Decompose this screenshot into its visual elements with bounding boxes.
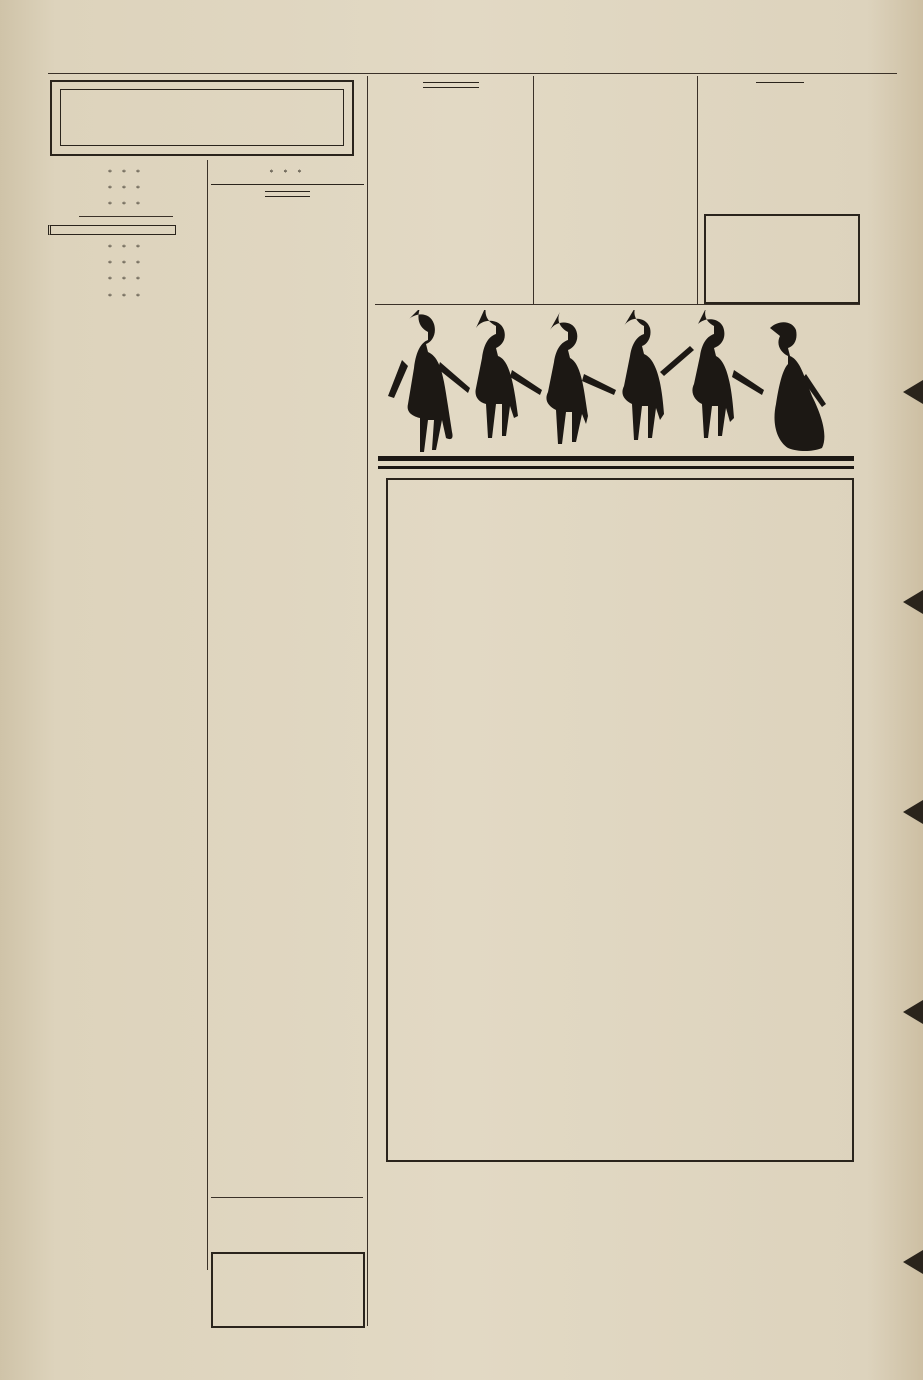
- binding-mark: [903, 800, 923, 824]
- divider-stars: * * *: [108, 291, 144, 301]
- dancer-arm: [510, 370, 542, 395]
- divider-stars: * * *: [108, 259, 144, 269]
- headline-rule: [423, 82, 480, 83]
- dancer-figure: [408, 310, 453, 452]
- headline-rule: [265, 196, 311, 197]
- alumni-notes-header: [48, 225, 176, 235]
- section-rule: [211, 184, 364, 185]
- headline-rule: [423, 87, 480, 88]
- column-1: [48, 162, 204, 1327]
- binding-mark: [903, 380, 923, 404]
- divider-stars: * * *: [108, 243, 144, 253]
- column-3: [372, 76, 530, 304]
- column-4: [537, 76, 694, 304]
- dance-lessons-ad: [704, 214, 860, 304]
- column-2: [211, 162, 364, 1272]
- dancer-arm: [388, 360, 408, 398]
- dancer-arm: [582, 374, 616, 395]
- divider-stars: * * *: [108, 200, 144, 210]
- masthead-rule: [48, 73, 897, 74]
- astronomer-continued: [211, 1200, 364, 1244]
- dancer-figure: [692, 310, 734, 438]
- dancing-figures-bottom: [378, 1160, 858, 1330]
- headline-rule: [265, 191, 311, 192]
- binding-mark: [903, 1250, 923, 1274]
- society-header-frame: [50, 80, 354, 156]
- dancer-arm: [732, 370, 764, 395]
- masthead: [60, 58, 895, 74]
- dancer-figure: [546, 312, 588, 444]
- dancer-arm: [660, 346, 694, 376]
- column-rule: [697, 76, 698, 304]
- section-rule: [756, 82, 803, 83]
- divider-stars: * * *: [108, 275, 144, 285]
- column-5: [701, 76, 859, 208]
- dancer-figure: [770, 322, 824, 451]
- column-rule: [367, 76, 368, 1326]
- fashion-ad-frame: [386, 478, 854, 1162]
- column-rule: [533, 76, 534, 304]
- section-rule: [79, 216, 173, 217]
- divider-stars: * * *: [108, 168, 144, 177]
- dancing-figures-top: [378, 310, 858, 480]
- divider-stars: * * *: [269, 168, 306, 177]
- binding-mark: [903, 590, 923, 614]
- society-header-inner: [60, 89, 344, 146]
- stage-floor: [378, 456, 854, 461]
- column-rule: [207, 160, 208, 1270]
- divider-stars: * * *: [108, 184, 144, 194]
- ad-top-rule: [375, 304, 860, 305]
- binding-marks: [900, 380, 923, 1280]
- today-box: [211, 1252, 365, 1328]
- section-rule: [211, 1197, 363, 1198]
- dancer-figure: [622, 310, 664, 440]
- binding-mark: [903, 1000, 923, 1024]
- stage-floor: [378, 466, 854, 469]
